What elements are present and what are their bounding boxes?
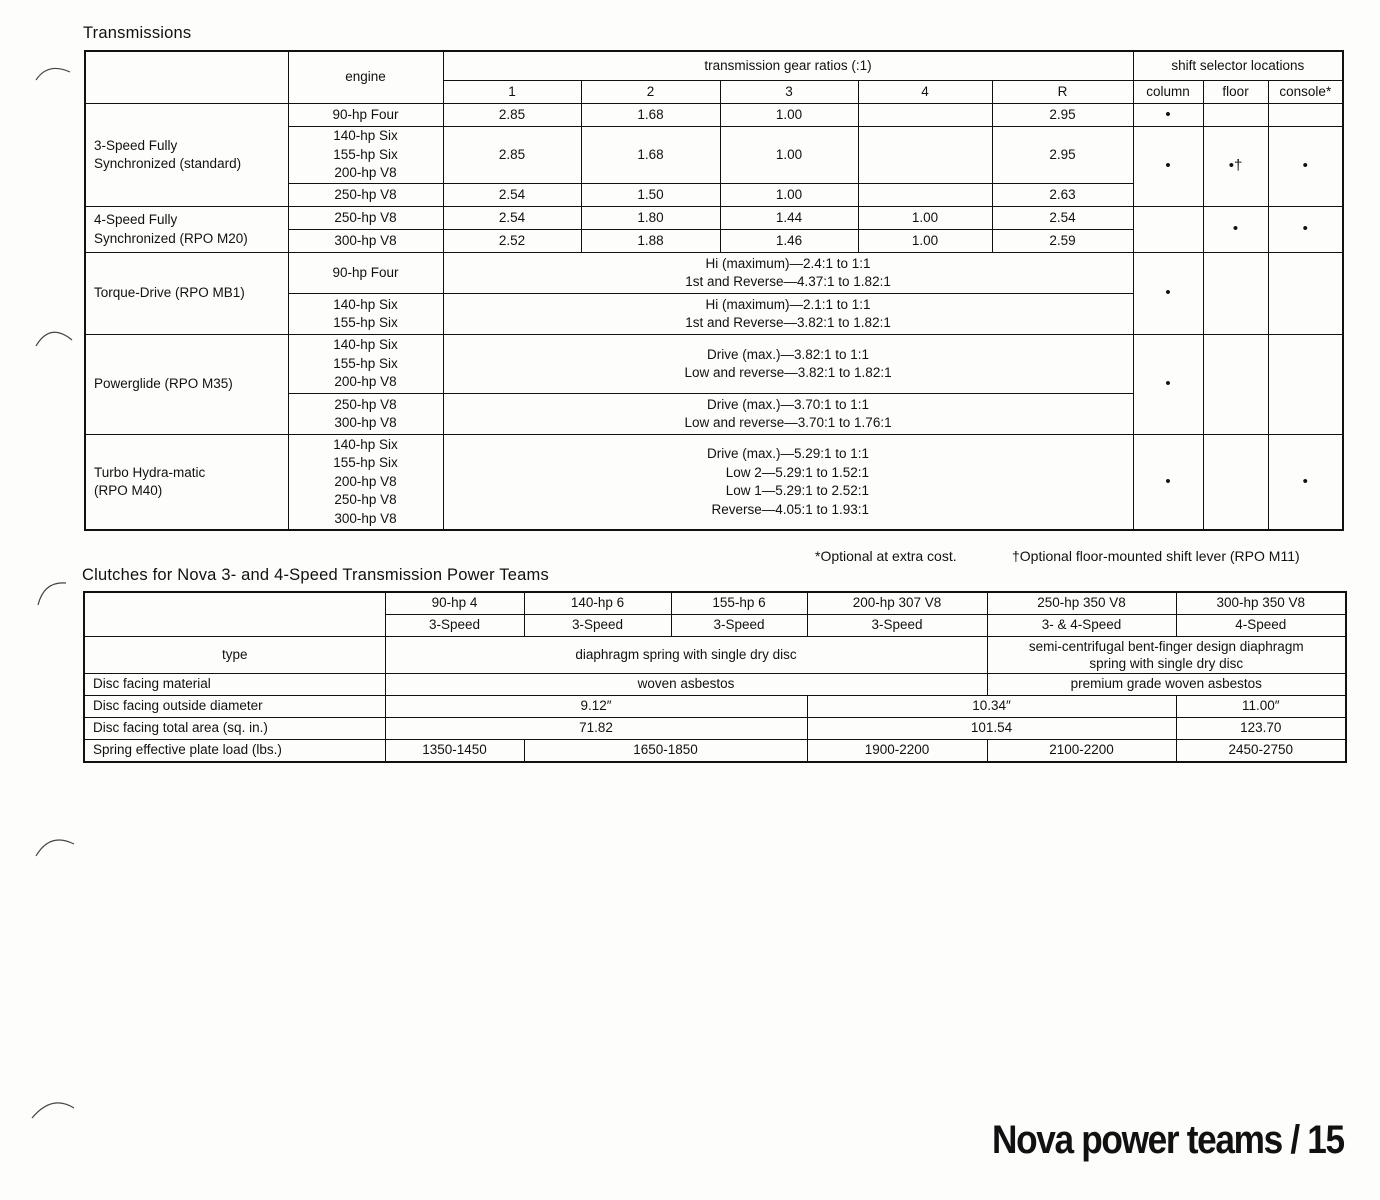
engine-header: 250-hp 350 V8	[987, 592, 1176, 615]
table-row	[85, 335, 1343, 394]
ratio-cell: 2.85	[443, 104, 581, 127]
ratio-cell: 2.95	[992, 127, 1133, 184]
type-value: diaphragm spring with single dry disc	[385, 637, 987, 674]
header-column: column	[1133, 81, 1203, 104]
ratio-range-cell: Drive (max.)—5.29:1 to 1:1 Low 2—5.29:1 to 1.52:1 Low 1—5.29:1 to 2.52:1 Reverse—4.05:1 to 1.93:1	[443, 435, 1133, 531]
punch-hole-mark	[30, 1090, 76, 1130]
ratio-cell: 1.00	[720, 127, 858, 184]
header-gear-2: 2	[581, 81, 720, 104]
ratio-cell: 2.85	[443, 127, 581, 184]
material-label: Disc facing material	[84, 674, 385, 696]
page-footer-title: Nova power teams / 15	[992, 1118, 1344, 1162]
ratio-cell: 2.54	[992, 207, 1133, 230]
material-value: woven asbestos	[385, 674, 987, 696]
shift-console-cell	[1268, 253, 1343, 335]
load-value: 2100-2200	[987, 740, 1176, 763]
header-floor: floor	[1203, 81, 1268, 104]
table-row	[84, 637, 1346, 674]
table-row	[85, 435, 1343, 531]
trans-type-4-speed: 4-Speed Fully Synchronized (RPO M20)	[85, 207, 288, 253]
shift-floor-cell	[1203, 104, 1268, 127]
transmission-header: 3-Speed	[524, 615, 671, 637]
ratio-range-cell: Hi (maximum)—2.1:1 to 1:1 1st and Reverse—3.82:1 to 1.82:1	[443, 294, 1133, 335]
footnote-optional: *Optional at extra cost.	[815, 548, 957, 564]
punch-hole-mark	[30, 58, 76, 98]
engine-cell: 140-hp Six 155-hp Six 200-hp V8	[288, 127, 443, 184]
diameter-label: Disc facing outside diameter	[84, 696, 385, 718]
shift-floor-cell	[1203, 435, 1268, 531]
header-engine: engine	[288, 51, 443, 104]
ratio-cell: 1.50	[581, 184, 720, 207]
engine-cell: 140-hp Six 155-hp Six	[288, 294, 443, 335]
shift-floor-cell: •†	[1203, 127, 1268, 207]
engine-cell: 90-hp Four	[288, 253, 443, 294]
table-row	[84, 740, 1346, 763]
engine-cell: 140-hp Six 155-hp Six 200-hp V8 250-hp V8 300-hp V8	[288, 435, 443, 531]
shift-column-cell: •	[1133, 435, 1203, 531]
load-value: 1650-1850	[524, 740, 807, 763]
area-value: 101.54	[807, 718, 1176, 740]
trans-type-powerglide: Powerglide (RPO M35)	[85, 335, 288, 435]
diameter-value: 11.00″	[1176, 696, 1346, 718]
material-value: premium grade woven asbestos	[987, 674, 1346, 696]
ratio-cell: 1.44	[720, 207, 858, 230]
diameter-value: 10.34″	[807, 696, 1176, 718]
transmissions-title: Transmissions	[83, 24, 192, 42]
area-value: 123.70	[1176, 718, 1346, 740]
table-row	[84, 592, 1346, 615]
engine-header: 200-hp 307 V8	[807, 592, 987, 615]
shift-column-cell: •	[1133, 335, 1203, 435]
ratio-cell: 1.00	[720, 104, 858, 127]
engine-header: 300-hp 350 V8	[1176, 592, 1346, 615]
type-value: semi-centrifugal bent-finger design diaphragm spring with single dry disc	[987, 637, 1346, 674]
ratio-cell	[858, 104, 992, 127]
ratio-range-cell: Drive (max.)—3.82:1 to 1:1 Low and reverse—3.82:1 to 1.82:1	[443, 335, 1133, 394]
load-value: 1900-2200	[807, 740, 987, 763]
shift-floor-cell: •	[1203, 207, 1268, 253]
transmission-header: 3-Speed	[807, 615, 987, 637]
engine-cell: 250-hp V8	[288, 207, 443, 230]
ratio-cell: 1.00	[858, 230, 992, 253]
table-row	[85, 207, 1343, 230]
load-label: Spring effective plate load (lbs.)	[84, 740, 385, 763]
ratio-cell: 1.00	[858, 207, 992, 230]
ratio-cell: 1.88	[581, 230, 720, 253]
trans-type-torque-drive: Torque-Drive (RPO MB1)	[85, 253, 288, 335]
transmission-header: 4-Speed	[1176, 615, 1346, 637]
shift-console-cell: •	[1268, 127, 1343, 207]
ratio-cell: 2.54	[443, 184, 581, 207]
engine-cell: 300-hp V8	[288, 230, 443, 253]
shift-column-cell: •	[1133, 104, 1203, 127]
ratio-cell: 1.68	[581, 127, 720, 184]
table-row	[84, 696, 1346, 718]
area-value: 71.82	[385, 718, 807, 740]
shift-console-cell	[1268, 335, 1343, 435]
trans-type-3-speed: 3-Speed Fully Synchronized (standard)	[85, 104, 288, 207]
shift-console-cell	[1268, 104, 1343, 127]
table-row	[85, 253, 1343, 294]
ratio-range-cell: Drive (max.)—3.70:1 to 1:1 Low and reverse—3.70:1 to 1.76:1	[443, 394, 1133, 435]
ratio-cell	[858, 127, 992, 184]
transmission-header: 3-Speed	[671, 615, 807, 637]
ratio-cell: 1.00	[720, 184, 858, 207]
table-row	[84, 718, 1346, 740]
engine-cell: 250-hp V8	[288, 184, 443, 207]
shift-column-cell: •	[1133, 253, 1203, 335]
shift-floor-cell	[1203, 335, 1268, 435]
engine-cell: 140-hp Six 155-hp Six 200-hp V8	[288, 335, 443, 394]
punch-hole-mark	[30, 830, 76, 870]
engine-header: 155-hp 6	[671, 592, 807, 615]
ratio-cell: 2.63	[992, 184, 1133, 207]
header-gear-1: 1	[443, 81, 581, 104]
engine-cell: 90-hp Four	[288, 104, 443, 127]
shift-column-cell	[1133, 207, 1203, 253]
transmissions-table	[84, 50, 1344, 531]
header-blank	[85, 51, 288, 104]
header-console: console*	[1268, 81, 1343, 104]
ratio-cell: 2.54	[443, 207, 581, 230]
load-value: 1350-1450	[385, 740, 524, 763]
trans-type-turbo-hydra-matic: Turbo Hydra-matic (RPO M40)	[85, 435, 288, 531]
type-label: type	[84, 637, 385, 674]
header-gear-4: 4	[858, 81, 992, 104]
punch-hole-mark	[30, 318, 76, 358]
transmission-header: 3-Speed	[385, 615, 524, 637]
clutches-table	[83, 591, 1347, 763]
engine-header: 140-hp 6	[524, 592, 671, 615]
engine-header: 90-hp 4	[385, 592, 524, 615]
ratio-cell	[858, 184, 992, 207]
ratio-cell: 1.46	[720, 230, 858, 253]
punch-hole-mark	[30, 575, 76, 615]
transmission-header: 3- & 4-Speed	[987, 615, 1176, 637]
header-shift-selector: shift selector locations	[1133, 51, 1343, 81]
table-row	[84, 674, 1346, 696]
ratio-cell: 2.95	[992, 104, 1133, 127]
clutches-title: Clutches for Nova 3- and 4-Speed Transmission Power Teams	[82, 566, 549, 584]
footnote-floor-shift: †Optional floor-mounted shift lever (RPO M11)	[1012, 548, 1300, 564]
ratio-cell: 1.68	[581, 104, 720, 127]
engine-cell: 250-hp V8 300-hp V8	[288, 394, 443, 435]
area-label: Disc facing total area (sq. in.)	[84, 718, 385, 740]
shift-column-cell: •	[1133, 127, 1203, 207]
header-gear-ratios: transmission gear ratios (:1)	[443, 51, 1133, 81]
diameter-value: 9.12″	[385, 696, 807, 718]
header-gear-r: R	[992, 81, 1133, 104]
table-row	[85, 104, 1343, 127]
load-value: 2450-2750	[1176, 740, 1346, 763]
header-blank	[84, 592, 385, 637]
shift-console-cell: •	[1268, 207, 1343, 253]
shift-floor-cell	[1203, 253, 1268, 335]
ratio-cell: 1.80	[581, 207, 720, 230]
ratio-range-cell: Hi (maximum)—2.4:1 to 1:1 1st and Reverse—4.37:1 to 1.82:1	[443, 253, 1133, 294]
ratio-cell: 2.59	[992, 230, 1133, 253]
ratio-cell: 2.52	[443, 230, 581, 253]
shift-console-cell: •	[1268, 435, 1343, 531]
header-gear-3: 3	[720, 81, 858, 104]
